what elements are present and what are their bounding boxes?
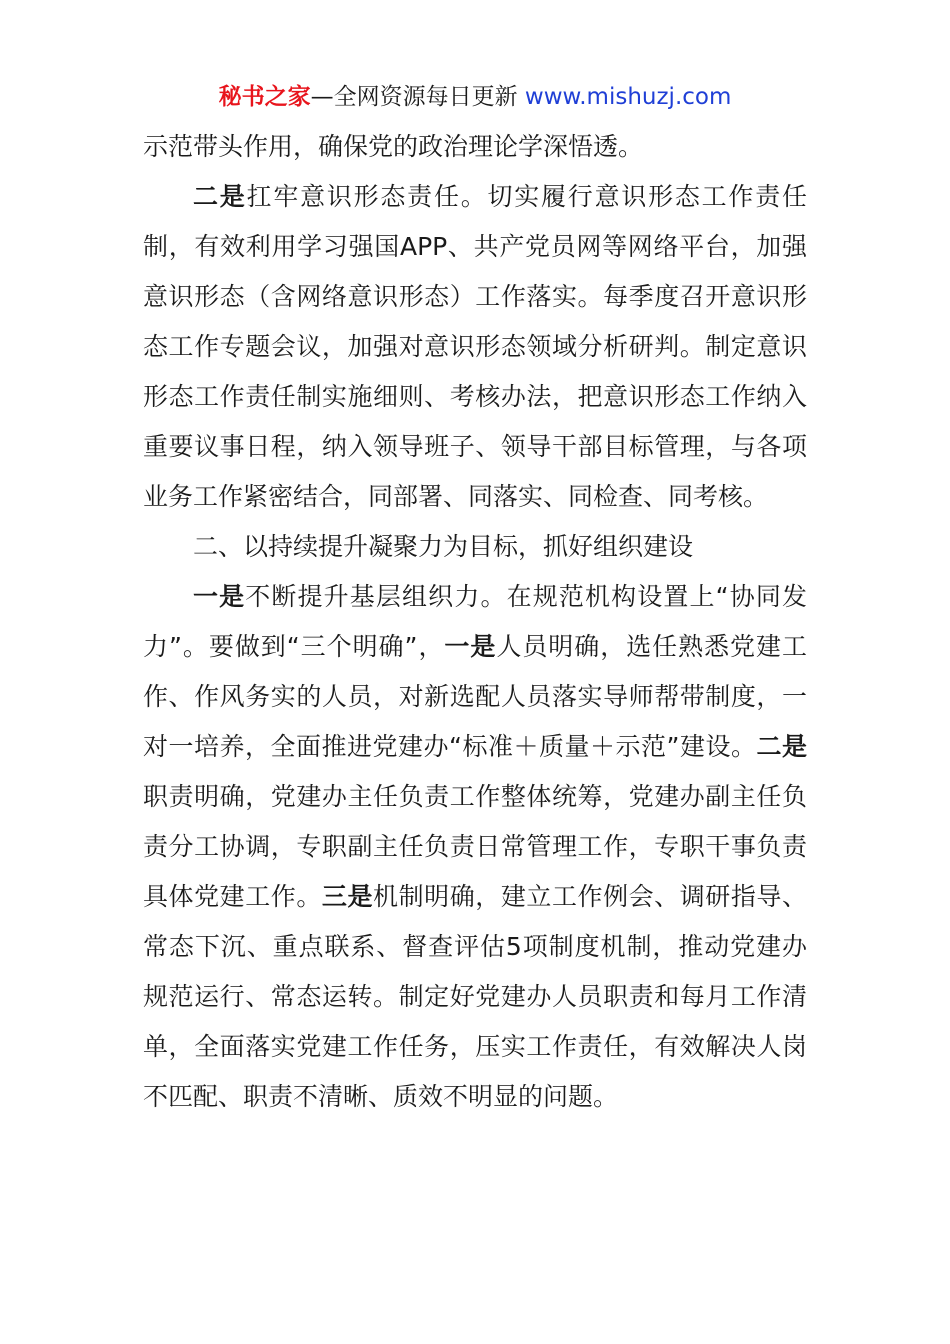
inline-lead: 三是: [321, 882, 374, 911]
paragraph-text: 职责明确，党建办主任负责工作整体统筹，党建办副主任负责分工协调，专职副主任负责日常管理工作，专职干事负责具体党建工作。: [143, 782, 807, 911]
header-tagline: —全网资源每日更新: [310, 84, 525, 110]
paragraph-text: 扛牢意识形态责任。切实履行意识形态工作责任制，有效利用学习强国APP、共产党员网等网络平台，加强意识形态（含网络意识形态）工作落实。每季度召开意识形态工作专题会议，加强对意识形态领域分析研判。制定意识形态工作责任制实施细则、考核办法，把意识形态工作纳入重要议事日程，纳入领导班子、领导干部目标管理，与各项业务工作紧密结合，同部署、同落实、同检查、同考核。: [143, 182, 807, 511]
paragraph-lead: 二是: [193, 182, 247, 211]
paragraph-text: 机制明确，建立工作例会、调研指导、常态下沉、重点联系、督查评估5项制度机制，推动党建办规范运行、常态运转。制定好党建办人员职责和每月工作清单，全面落实党建工作任务，压实工作责任，有效解决人岗不匹配、职责不清晰、质效不明显的问题。: [143, 882, 807, 1111]
paragraph-continuation: 示范带头作用，确保党的政治理论学深悟透。: [143, 132, 644, 161]
paragraph-ideology-responsibility: [143, 172, 807, 522]
site-url-link[interactable]: www.mishuzj.com: [524, 84, 732, 110]
document-body: [143, 122, 807, 1122]
inline-lead: 二是: [756, 732, 807, 761]
inline-lead: 一是: [444, 632, 497, 661]
section-heading: 二、以持续提升凝聚力为目标，抓好组织建设: [193, 532, 694, 561]
page-header: [0, 80, 950, 114]
paragraph-text: 不断提升基层组织力。在规范机构设置上“协同发力”。要做到“三个明确”，: [143, 582, 807, 661]
brand-name: 秘书之家: [218, 84, 311, 110]
paragraph-organization-building: [143, 572, 807, 1122]
paragraph-lead: 一是: [193, 582, 246, 611]
paragraph-text: 人员明确，选任熟悉党建工作、作风务实的人员，对新选配人员落实导师帮带制度，一对一培养，全面推进党建办“标准＋质量＋示范”建设。: [143, 632, 807, 761]
